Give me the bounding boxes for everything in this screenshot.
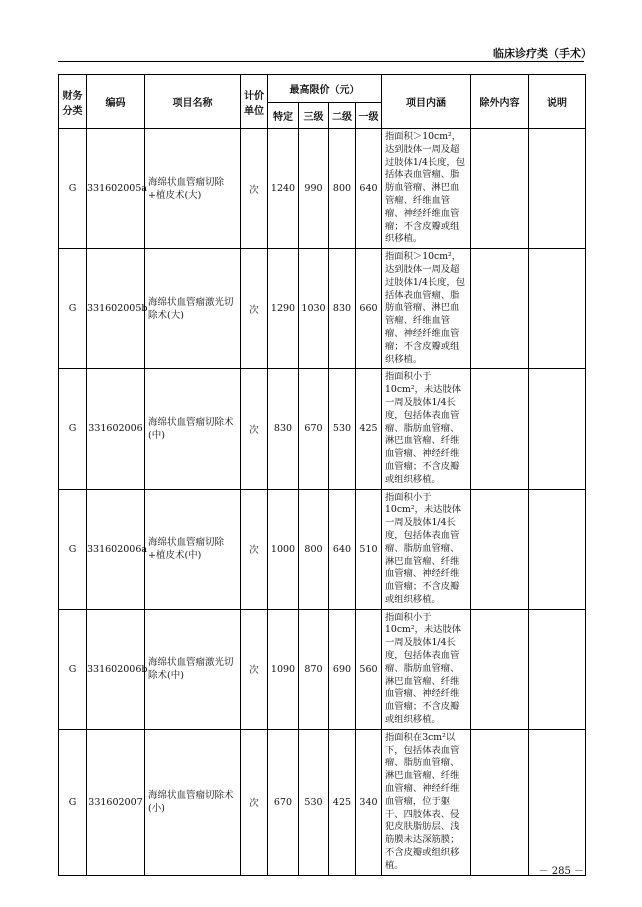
table-row	[59, 369, 586, 489]
cell-exclusions	[471, 609, 529, 729]
cell-code: 331602007	[87, 729, 145, 875]
cell-name: 海绵状血管瘤切除术(小)	[145, 729, 241, 875]
cell-unit: 次	[241, 609, 268, 729]
header-code: 编码	[87, 75, 145, 129]
cell-notes	[529, 369, 586, 489]
cell-level3: 530	[299, 729, 329, 875]
price-table	[58, 74, 586, 876]
cell-content: 指面积在3cm²以下，包括体表血管瘤、脂肪血管瘤、淋巴血管瘤、纤维血管瘤、神经纤维血管瘤，位于躯干、四肢体表、侵犯皮肤脂肪层、浅筋膜未达深筋膜；不含皮瓣或组织移植。	[382, 729, 471, 875]
header-max-price: 最高限价（元）	[268, 75, 382, 103]
header-name: 项目名称	[145, 75, 241, 129]
cell-special: 830	[268, 369, 299, 489]
cell-category: G	[59, 489, 87, 609]
cell-name: 海绵状血管瘤激光切除术(中)	[145, 609, 241, 729]
cell-content: 指面积＞10cm²，达到肢体一周及超过肢体1/4长度，包括体表血管瘤、脂肪血管瘤、淋巴血管瘤、纤维血管瘤、神经纤维血管瘤；不含皮瓣或组织移植。	[382, 249, 471, 369]
page-number: － 285 －	[538, 866, 584, 877]
cell-name: 海绵状血管瘤切除+植皮术(中)	[145, 489, 241, 609]
table-row	[59, 489, 586, 609]
cell-notes	[529, 249, 586, 369]
section-title: 临床诊疗类（手术）	[493, 47, 592, 60]
cell-level3: 990	[299, 129, 329, 249]
cell-exclusions	[471, 129, 529, 249]
table-row	[59, 249, 586, 369]
cell-level1: 510	[356, 489, 382, 609]
cell-exclusions	[471, 249, 529, 369]
cell-category: G	[59, 369, 87, 489]
cell-level1: 660	[356, 249, 382, 369]
cell-level1: 640	[356, 129, 382, 249]
cell-unit: 次	[241, 249, 268, 369]
cell-level3: 670	[299, 369, 329, 489]
cell-level2: 425	[329, 729, 356, 875]
cell-category: G	[59, 729, 87, 875]
cell-exclusions	[471, 369, 529, 489]
cell-special: 1240	[268, 129, 299, 249]
header-level1: 一级	[356, 103, 382, 129]
cell-code: 331602005b	[87, 249, 145, 369]
cell-level2: 690	[329, 609, 356, 729]
cell-notes	[529, 729, 586, 875]
cell-special: 670	[268, 729, 299, 875]
header-category: 财务分类	[59, 75, 87, 129]
cell-code: 331602006a	[87, 489, 145, 609]
cell-code: 331602005a	[87, 129, 145, 249]
cell-level1: 560	[356, 609, 382, 729]
cell-level3: 870	[299, 609, 329, 729]
cell-level2: 830	[329, 249, 356, 369]
cell-category: G	[59, 129, 87, 249]
cell-special: 1290	[268, 249, 299, 369]
cell-unit: 次	[241, 729, 268, 875]
cell-name: 海绵状血管瘤切除+植皮术(大)	[145, 129, 241, 249]
cell-content: 指面积小于10cm²，未达肢体一周及肢体1/4长度，包括体表血管瘤、脂肪血管瘤、淋巴血管瘤、纤维血管瘤、神经纤维血管瘤；不含皮瓣或组织移植。	[382, 369, 471, 489]
cell-level2: 530	[329, 369, 356, 489]
header-unit: 计价单位	[241, 75, 268, 129]
header-exclusions: 除外内容	[471, 75, 529, 129]
cell-unit: 次	[241, 489, 268, 609]
table-row	[59, 729, 586, 875]
header-level2: 二级	[329, 103, 356, 129]
cell-notes	[529, 609, 586, 729]
cell-level3: 1030	[299, 249, 329, 369]
cell-unit: 次	[241, 369, 268, 489]
cell-name: 海绵状血管瘤激光切除术(大)	[145, 249, 241, 369]
cell-level1: 340	[356, 729, 382, 875]
cell-unit: 次	[241, 129, 268, 249]
cell-level3: 800	[299, 489, 329, 609]
cell-exclusions	[471, 729, 529, 875]
header-level3: 三级	[299, 103, 329, 129]
cell-code: 331602006	[87, 369, 145, 489]
cell-notes	[529, 489, 586, 609]
cell-special: 1000	[268, 489, 299, 609]
header-special: 特定	[268, 103, 299, 129]
cell-level1: 425	[356, 369, 382, 489]
cell-special: 1090	[268, 609, 299, 729]
cell-content: 指面积小于10cm²，未达肢体一周及肢体1/4长度，包括体表血管瘤、脂肪血管瘤、淋巴血管瘤、纤维血管瘤、神经纤维血管瘤；不含皮瓣或组织移植。	[382, 489, 471, 609]
header-content: 项目内涵	[382, 75, 471, 129]
cell-content: 指面积＞10cm²，达到肢体一周及超过肢体1/4长度，包括体表血管瘤、脂肪血管瘤、淋巴血管瘤、纤维血管瘤、神经纤维血管瘤；不含皮瓣或组织移植。	[382, 129, 471, 249]
cell-notes	[529, 129, 586, 249]
cell-category: G	[59, 609, 87, 729]
table-row	[59, 609, 586, 729]
cell-exclusions	[471, 489, 529, 609]
table-row	[59, 129, 586, 249]
header-rule	[58, 61, 584, 62]
cell-level2: 800	[329, 129, 356, 249]
cell-content: 指面积小于10cm²，未达肢体一周及肢体1/4长度，包括体表血管瘤、脂肪血管瘤、淋巴血管瘤、纤维血管瘤、神经纤维血管瘤；不含皮瓣或组织移植。	[382, 609, 471, 729]
cell-category: G	[59, 249, 87, 369]
cell-code: 331602006b	[87, 609, 145, 729]
cell-level2: 640	[329, 489, 356, 609]
cell-name: 海绵状血管瘤切除术(中)	[145, 369, 241, 489]
header-notes: 说明	[529, 75, 586, 129]
